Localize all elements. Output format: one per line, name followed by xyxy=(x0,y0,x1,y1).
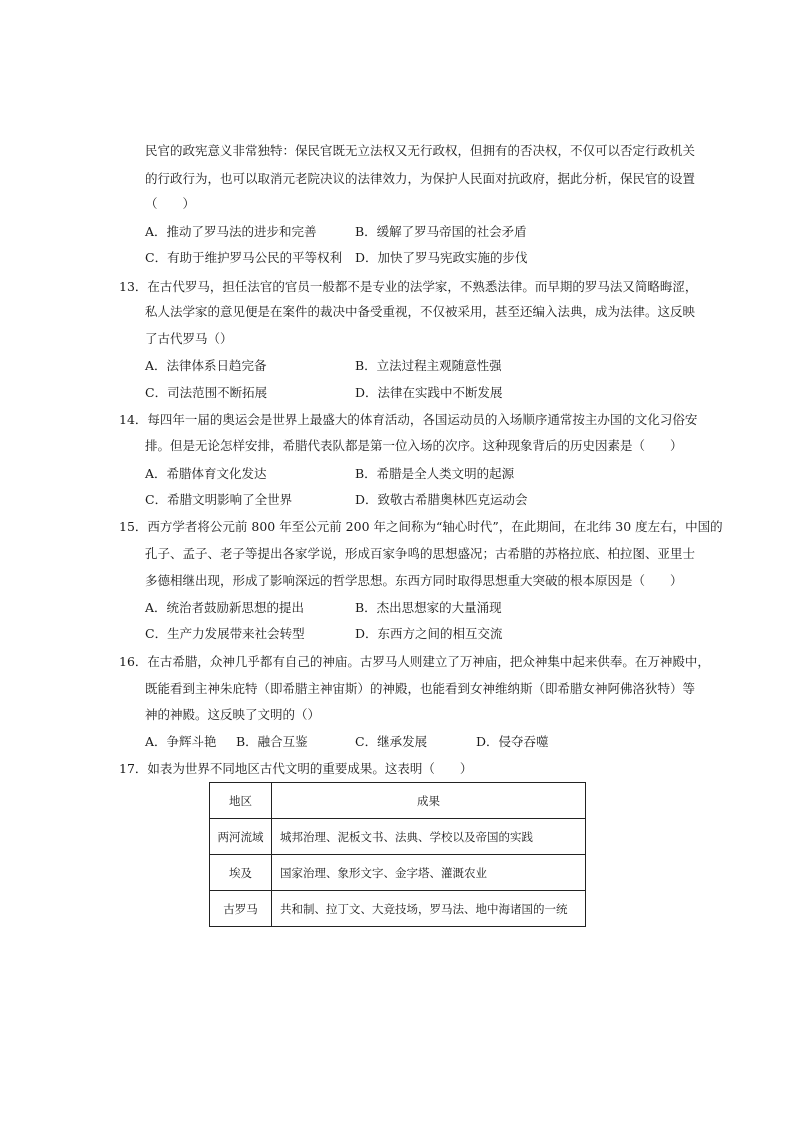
q13-option-b[interactable]: B．立法过程主观随意性强 xyxy=(355,358,502,373)
q16-option-d[interactable]: D．侵夺吞噬 xyxy=(476,734,549,749)
q16-text-line-2: 既能看到主神朱庇特（即希腊主神宙斯）的神殿，也能看到女神维纳斯（即希腊女神阿佛洛狄特）等 xyxy=(145,681,696,696)
q13-text-line-2: 私人法学家的意见便是在案件的裁决中备受重视，不仅被采用，甚至还编入法典，成为法律。这反映 xyxy=(145,304,696,319)
table-cell-region: 两河流域 xyxy=(210,819,272,855)
q12-option-d[interactable]: D．加快了罗马宪政实施的步伐 xyxy=(355,250,528,265)
q15-option-d[interactable]: D．东西方之间的相互交流 xyxy=(355,626,503,641)
q16-option-b[interactable]: B．融合互鉴 xyxy=(236,734,308,749)
q12-text-line-2: 的行政行为，也可以取消元老院决议的法律效力，为保护人民面对抗政府，据此分析，保民官的设置 xyxy=(145,171,696,186)
table-cell-region: 古罗马 xyxy=(210,891,272,927)
civilization-achievements-table xyxy=(209,782,586,927)
q14-text-line-2: 排。但是无论怎样安排，希腊代表队都是第一位入场的次序。这种现象背后的历史因素是（ ） xyxy=(145,438,683,453)
q16-text-line-3: 神的神殿。这反映了文明的（） xyxy=(145,707,321,722)
q14-text-line-1: 14．每四年一届的奥运会是世界上最盛大的体育活动，各国运动员的入场顺序通常按主办国的文化习俗安 xyxy=(119,412,698,427)
q16-text-line-1: 16．在古希腊，众神几乎都有自己的神庙。古罗马人则建立了万神庙，把众神集中起来供奉。在万神殿中， xyxy=(119,654,710,669)
q17-text-line-1: 17．如表为世界不同地区古代文明的重要成果。这表明（ ） xyxy=(119,761,473,776)
q12-option-a[interactable]: A．推动了罗马法的进步和完善 xyxy=(145,224,317,239)
q12-option-b[interactable]: B．缓解了罗马帝国的社会矛盾 xyxy=(355,224,527,239)
table-cell-achievement: 共和制、拉丁文、大竞技场，罗马法、地中海诸国的一统 xyxy=(272,891,586,927)
table-header-achievement: 成果 xyxy=(272,783,586,819)
q13-option-c[interactable]: C．司法范围不断拓展 xyxy=(145,385,268,400)
q12-text-line-1: 民官的政宪意义非常独特：保民官既无立法权又无行政权，但拥有的否决权，不仅可以否定行政机关 xyxy=(145,143,696,158)
q13-option-d[interactable]: D．法律在实践中不断发展 xyxy=(355,385,503,400)
q13-option-a[interactable]: A．法律体系日趋完备 xyxy=(145,358,267,373)
q14-option-c[interactable]: C．希腊文明影响了全世界 xyxy=(145,492,293,507)
table-cell-achievement: 国家治理、象形文字、金字塔、灌溉农业 xyxy=(272,855,586,891)
table-header-row xyxy=(210,783,586,819)
q15-option-a[interactable]: A．统治者鼓励新思想的提出 xyxy=(145,600,305,615)
q14-option-a[interactable]: A．希腊体育文化发达 xyxy=(145,466,267,481)
q15-text-line-2: 孔子、孟子、老子等提出各家学说，形成百家争鸣的思想盛况；古希腊的苏格拉底、柏拉图、亚里士 xyxy=(145,546,696,561)
q15-text-line-1: 15．西方学者将公元前 800 年至公元前 200 年之间称为“轴心时代”，在此期间，在北纬 30 度左右，中国的 xyxy=(119,519,723,534)
q14-option-b[interactable]: B．希腊是全人类文明的起源 xyxy=(355,466,515,481)
q12-option-c[interactable]: C．有助于维护罗马公民的平等权利 xyxy=(145,250,343,265)
q16-option-a[interactable]: A．争辉斗艳 xyxy=(145,734,217,749)
table-row xyxy=(210,819,586,855)
q13-text-line-3: 了古代罗马（） xyxy=(145,331,233,346)
q13-text-line-1: 13．在古代罗马，担任法官的官员一般都不是专业的法学家，不熟悉法律。而早期的罗马法又简略晦涩， xyxy=(119,279,698,294)
q16-option-c[interactable]: C．继承发展 xyxy=(355,734,428,749)
table-row xyxy=(210,891,586,927)
q12-text-line-3: （ ） xyxy=(145,196,196,211)
q14-option-d[interactable]: D．致敬古希腊奥林匹克运动会 xyxy=(355,492,528,507)
table-header-region: 地区 xyxy=(210,783,272,819)
table-cell-achievement: 城邦治理、泥板文书、法典、学校以及帝国的实践 xyxy=(272,819,586,855)
table-row xyxy=(210,855,586,891)
q15-option-c[interactable]: C．生产力发展带来社会转型 xyxy=(145,626,305,641)
q15-text-line-3: 多德相继出现，形成了影响深远的哲学思想。东西方同时取得思想重大突破的根本原因是（ ） xyxy=(145,573,683,588)
q15-option-b[interactable]: B．杰出思想家的大量涌现 xyxy=(355,600,502,615)
table-cell-region: 埃及 xyxy=(210,855,272,891)
